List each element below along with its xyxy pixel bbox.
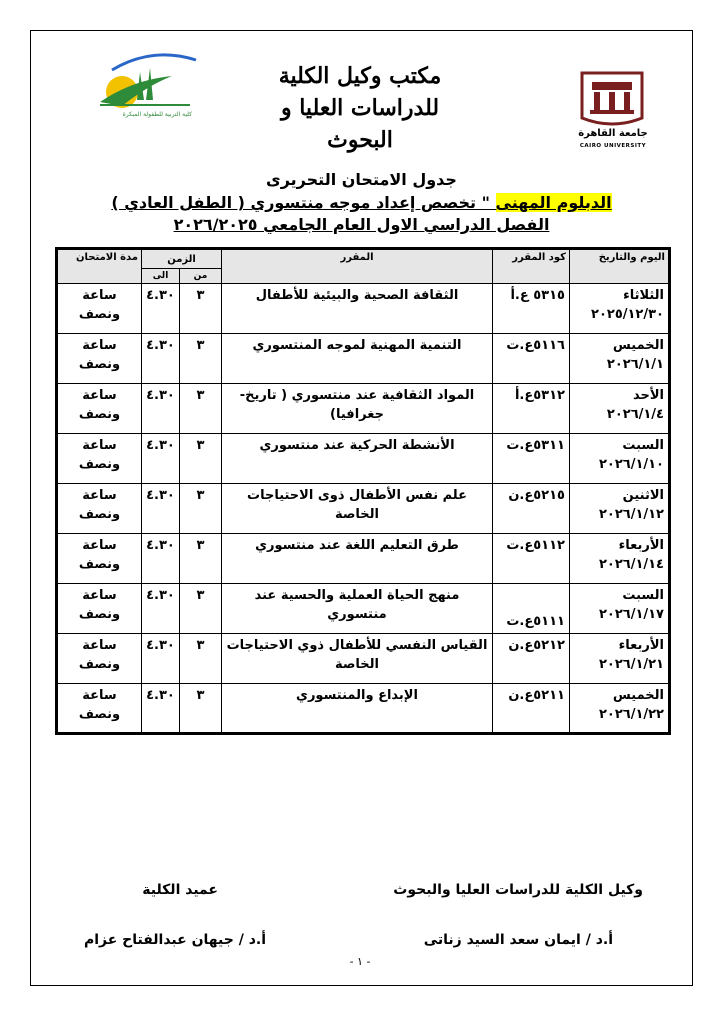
cell-time-from: ٣ (180, 484, 222, 534)
cell-time-to: ٤.٣٠ (142, 434, 180, 484)
table-row (57, 434, 670, 484)
cell-time-to: ٤.٣٠ (142, 484, 180, 534)
table-row (57, 334, 670, 384)
cell-course-name: الثقافة الصحية والبيئية للأطفال (222, 284, 493, 334)
cell-course-name: الإبداع والمنتسوري (222, 684, 493, 734)
header-duration: مدة الامتحان (57, 249, 142, 284)
dean-title: عميد الكلية (142, 882, 218, 898)
cell-time-to: ٤.٣٠ (142, 334, 180, 384)
cell-time-to: ٤.٣٠ (142, 684, 180, 734)
cell-course-code: ٥٣١٢ع.أ (493, 384, 570, 434)
exam-date: ٢٠٢٦/١/٢٢ (598, 707, 664, 722)
table-row (57, 534, 670, 584)
exam-schedule-table (55, 247, 671, 735)
exam-date: ٢٠٢٦/١/٤ (606, 407, 664, 422)
day-name: الأحد (632, 388, 664, 403)
cairo-university-caption (574, 128, 652, 152)
cell-course-code: ٥٢١٢ع.ن (493, 634, 570, 684)
cell-day-date (570, 484, 670, 534)
cell-time-from: ٣ (180, 334, 222, 384)
cell-course-code: ٥٢١٥ع.ن (493, 484, 570, 534)
cell-day-date (570, 384, 670, 434)
cell-course-code: ٥١١١ع.ت (493, 584, 570, 634)
cell-day-date (570, 284, 670, 334)
exam-date: ٢٠٢٦/١/١ (606, 357, 664, 372)
header-code: كود المقرر (493, 249, 570, 284)
cell-course-code: ٥١١٦ع.ت (493, 334, 570, 384)
cell-time-from: ٣ (180, 534, 222, 584)
cell-day-date (570, 684, 670, 734)
cell-time-to: ٤.٣٠ (142, 584, 180, 634)
table-row (57, 284, 670, 334)
cell-duration: ساعة ونصف (57, 284, 142, 334)
cairo-university-en: CAIRO UNIVERSITY (579, 143, 647, 149)
cell-course-name: المواد الثقافية عند منتسوري ( تاريخ- جغرافيا) (222, 384, 493, 434)
cell-time-from: ٣ (180, 634, 222, 684)
cell-duration: ساعة ونصف (57, 534, 142, 584)
header-day-date: اليوم والتاريخ (570, 249, 670, 284)
cell-time-to: ٤.٣٠ (142, 534, 180, 584)
vice-dean-name: أ.د / ايمان سعد السيد زناتى (423, 932, 613, 948)
cell-duration: ساعة ونصف (57, 684, 142, 734)
exam-date: ٢٠٢٦/١/١٠ (598, 457, 664, 472)
day-name: الأربعاء (618, 638, 664, 653)
cell-duration: ساعة ونصف (57, 584, 142, 634)
cell-course-name: الأنشطة الحركية عند منتسوري (222, 434, 493, 484)
cell-duration: ساعة ونصف (57, 434, 142, 484)
cell-day-date (570, 334, 670, 384)
title-line-3: الفصل الدراسي الاول العام الجامعي ٢٠٢٦/٢٠٢٥ (173, 215, 550, 234)
table-row (57, 584, 670, 634)
exam-date: ٢٠٢٦/١/١٧ (598, 607, 664, 622)
cell-duration: ساعة ونصف (57, 634, 142, 684)
exam-date: ٢٠٢٥/١٢/٣٠ (591, 307, 664, 322)
header-course: المقرر (222, 249, 493, 284)
faculty-logo (92, 50, 202, 122)
schedule-body (57, 284, 670, 734)
cell-time-to: ٤.٣٠ (142, 284, 180, 334)
header-time: الزمن (142, 249, 222, 269)
cell-course-name: طرق التعليم اللغة عند منتسوري (222, 534, 493, 584)
cell-duration: ساعة ونصف (57, 384, 142, 434)
cell-duration: ساعة ونصف (57, 334, 142, 384)
cell-time-from: ٣ (180, 584, 222, 634)
cell-time-from: ٣ (180, 284, 222, 334)
dean-name: أ.د / جيهان عبدالفتاح عزام (83, 932, 266, 948)
cell-course-name: منهج الحياة العملية والحسية عند منتسوري (222, 584, 493, 634)
cell-course-code: ٥٣١٥ ع.أ (493, 284, 570, 334)
title-line-1: جدول الامتحان التحريرى (266, 170, 457, 189)
cell-time-to: ٤.٣٠ (142, 634, 180, 684)
cell-time-from: ٣ (180, 434, 222, 484)
day-name: الخميس (612, 688, 664, 703)
office-line-1: مكتب وكيل الكلية (278, 63, 442, 89)
table-row (57, 484, 670, 534)
day-name: الثلاثاء (623, 288, 664, 303)
vice-dean-title: وكيل الكلية للدراسات العليا والبحوث (393, 882, 643, 898)
cell-course-code: ٥٢١١ع.ن (493, 684, 570, 734)
title-line-2-rest: " تخصص إعداد موجه منتسوري ( الطفل العادي ) (111, 193, 496, 212)
cell-course-name: التنمية المهنية لموجه المنتسوري (222, 334, 493, 384)
cairo-university-ar: جامعة القاهرة (578, 128, 648, 139)
cell-day-date (570, 584, 670, 634)
day-name: السبت (622, 588, 664, 603)
day-name: الاثنين (622, 488, 664, 503)
faculty-logo-caption: كلية التربية للطفولة المبكرة (122, 111, 192, 118)
table-row (57, 634, 670, 684)
cell-time-from: ٣ (180, 384, 222, 434)
title-line-2 (60, 192, 663, 214)
day-name: الأربعاء (618, 538, 664, 553)
cell-course-code: ٥٣١١ع.ت (493, 434, 570, 484)
exam-date: ٢٠٢٦/١/٢١ (598, 657, 664, 672)
document-title (60, 168, 663, 236)
page-number: - ١ - (349, 955, 371, 968)
header-from: من (180, 269, 222, 284)
office-header (255, 60, 465, 156)
cell-duration: ساعة ونصف (57, 484, 142, 534)
cell-day-date (570, 434, 670, 484)
table-row (57, 384, 670, 434)
day-name: الخميس (612, 338, 664, 353)
header-to: الى (142, 269, 180, 284)
cell-course-name: علم نفس الأطفال ذوى الاحتياجات الخاصة (222, 484, 493, 534)
table-row (57, 684, 670, 734)
exam-date: ٢٠٢٦/١/١٤ (598, 557, 664, 572)
cell-day-date (570, 634, 670, 684)
exam-date: ٢٠٢٦/١/١٢ (598, 507, 664, 522)
cell-course-name: القياس النفسي للأطفال ذوي الاحتياجات الخاصة (222, 634, 493, 684)
cell-time-from: ٣ (180, 684, 222, 734)
day-name: السبت (622, 438, 664, 453)
title-highlight: الدبلوم المهنى (495, 193, 612, 212)
cell-day-date (570, 534, 670, 584)
office-line-2: للدراسات العليا و البحوث (280, 95, 440, 153)
cell-course-code: ٥١١٢ع.ت (493, 534, 570, 584)
cell-time-to: ٤.٣٠ (142, 384, 180, 434)
